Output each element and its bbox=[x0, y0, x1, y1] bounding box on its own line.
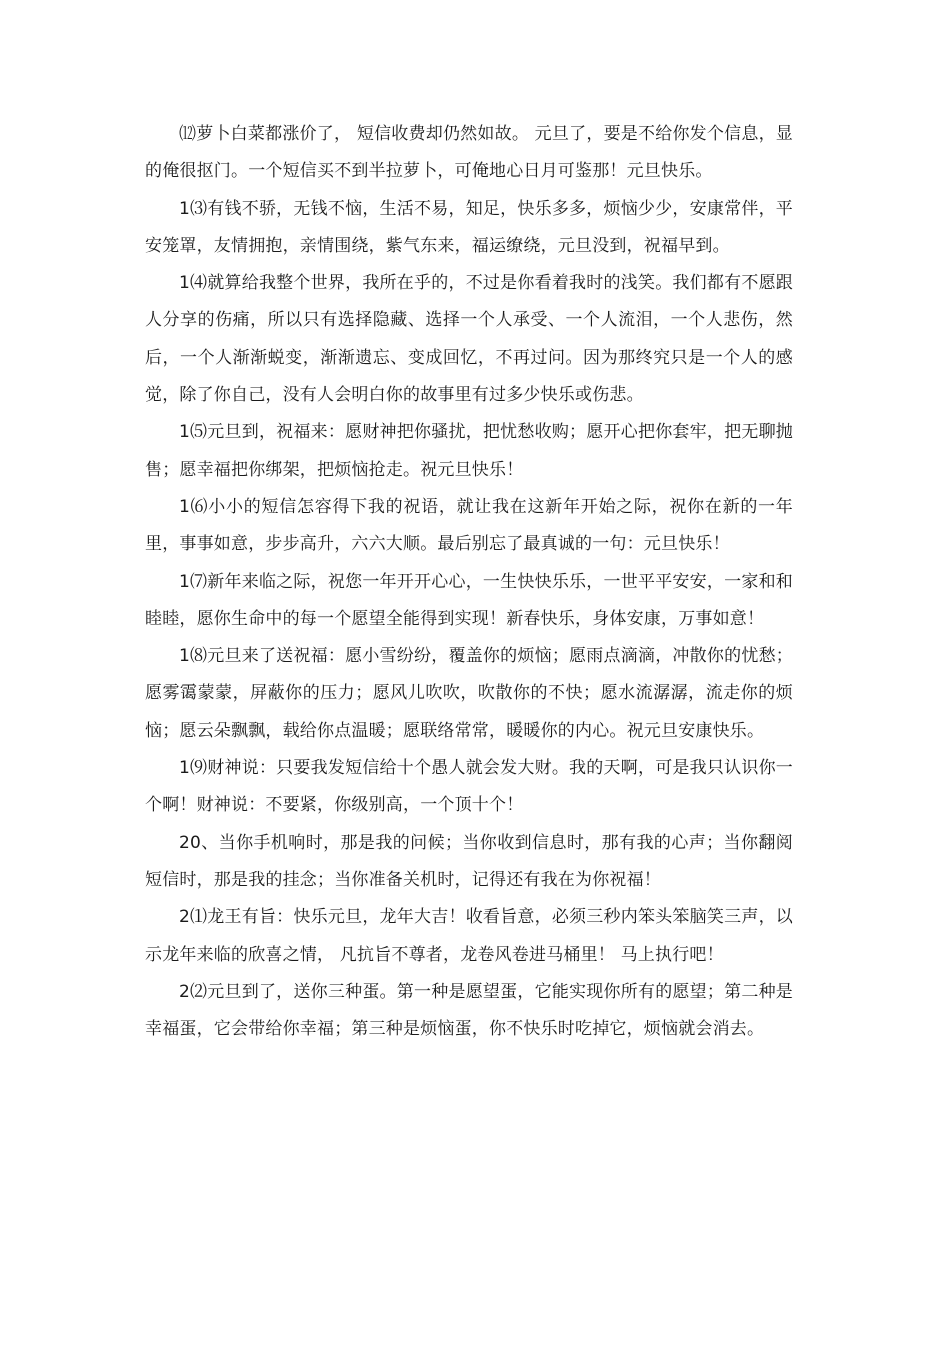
document-body bbox=[145, 116, 793, 1048]
paragraph-13: 1⑶有钱不骄，无钱不恼，生活不易，知足，快乐多多，烦恼少少，安康常伴，平安笼罩，友情拥抱，亲情围绕，紫气东来，福运缭绕，元旦没到，祝福早到。 bbox=[145, 198, 793, 256]
paragraph-15: 1⑸元旦到，祝福来：愿财神把你骚扰，把忧愁收购；愿开心把你套牢，把无聊抛售；愿幸福把你绑架，把烦恼抢走。祝元旦快乐！ bbox=[145, 422, 793, 480]
paragraph-19: 1⑼财神说：只要我发短信给十个愚人就会发大财。我的天啊，可是我只认识你一个啊！财神说：不要紧，你级别高，一个顶十个！ bbox=[145, 758, 793, 816]
paragraph-22: 2⑵元旦到了，送你三种蛋。第一种是愿望蛋，它能实现你所有的愿望；第二种是幸福蛋，它会带给你幸福；第三种是烦恼蛋，你不快乐时吃掉它，烦恼就会消去。 bbox=[145, 981, 793, 1040]
paragraph-17: 1⑺新年来临之际，祝您一年开开心心，一生快快乐乐，一世平平安安，一家和和睦睦，愿你生命中的每一个愿望全能得到实现！新春快乐，身体安康，万事如意！ bbox=[145, 571, 793, 629]
paragraph-21: 2⑴龙王有旨：快乐元旦，龙年大吉！收看旨意，必须三秒内笨头笨脑笑三声，以示龙年来临的欣喜之情， 凡抗旨不尊者，龙卷风卷进马桶里！ 马上执行吧！ bbox=[145, 907, 793, 965]
paragraph-12: ⑿萝卜白菜都涨价了， 短信收费却仍然如故。 元旦了，要是不给你发个信息，显的俺很抠门。一个短信买不到半拉萝卜，可俺地心日月可鉴那！元旦快乐。 bbox=[145, 124, 793, 182]
paragraph-16: 1⑹小小的短信怎容得下我的祝语，就让我在这新年开始之际，祝你在新的一年里，事事如意，步步高升，六六大顺。最后别忘了最真诚的一句：元旦快乐！ bbox=[145, 496, 793, 555]
paragraph-14: 1⑷就算给我整个世界，我所在乎的，不过是你看着我时的浅笑。我们都有不愿跟人分享的伤痛，所以只有选择隐藏、选择一个人承受、一个人流泪，一个人悲伤，然后，一个人渐渐蜕变，渐渐遗忘、变成回忆，不再过问。因为那终究只是一个人的感觉，除了你自己，没有人会明白你的故事里有过多少快乐或伤悲。 bbox=[145, 273, 793, 406]
paragraph-18: 1⑻元旦来了送祝福：愿小雪纷纷，覆盖你的烦恼；愿雨点滴滴，冲散你的忧愁；愿雾霭蒙蒙，屏蔽你的压力；愿风儿吹吹，吹散你的不快；愿水流潺潺，流走你的烦恼；愿云朵飘飘，载给你点温暖；愿联络常常，暖暖你的内心。祝元旦安康快乐。 bbox=[145, 646, 793, 741]
paragraph-20: 20、当你手机响时，那是我的问候；当你收到信息时，那有我的心声；当你翻阅短信时，那是我的挂念；当你准备关机时，记得还有我在为你祝福！ bbox=[145, 832, 793, 890]
